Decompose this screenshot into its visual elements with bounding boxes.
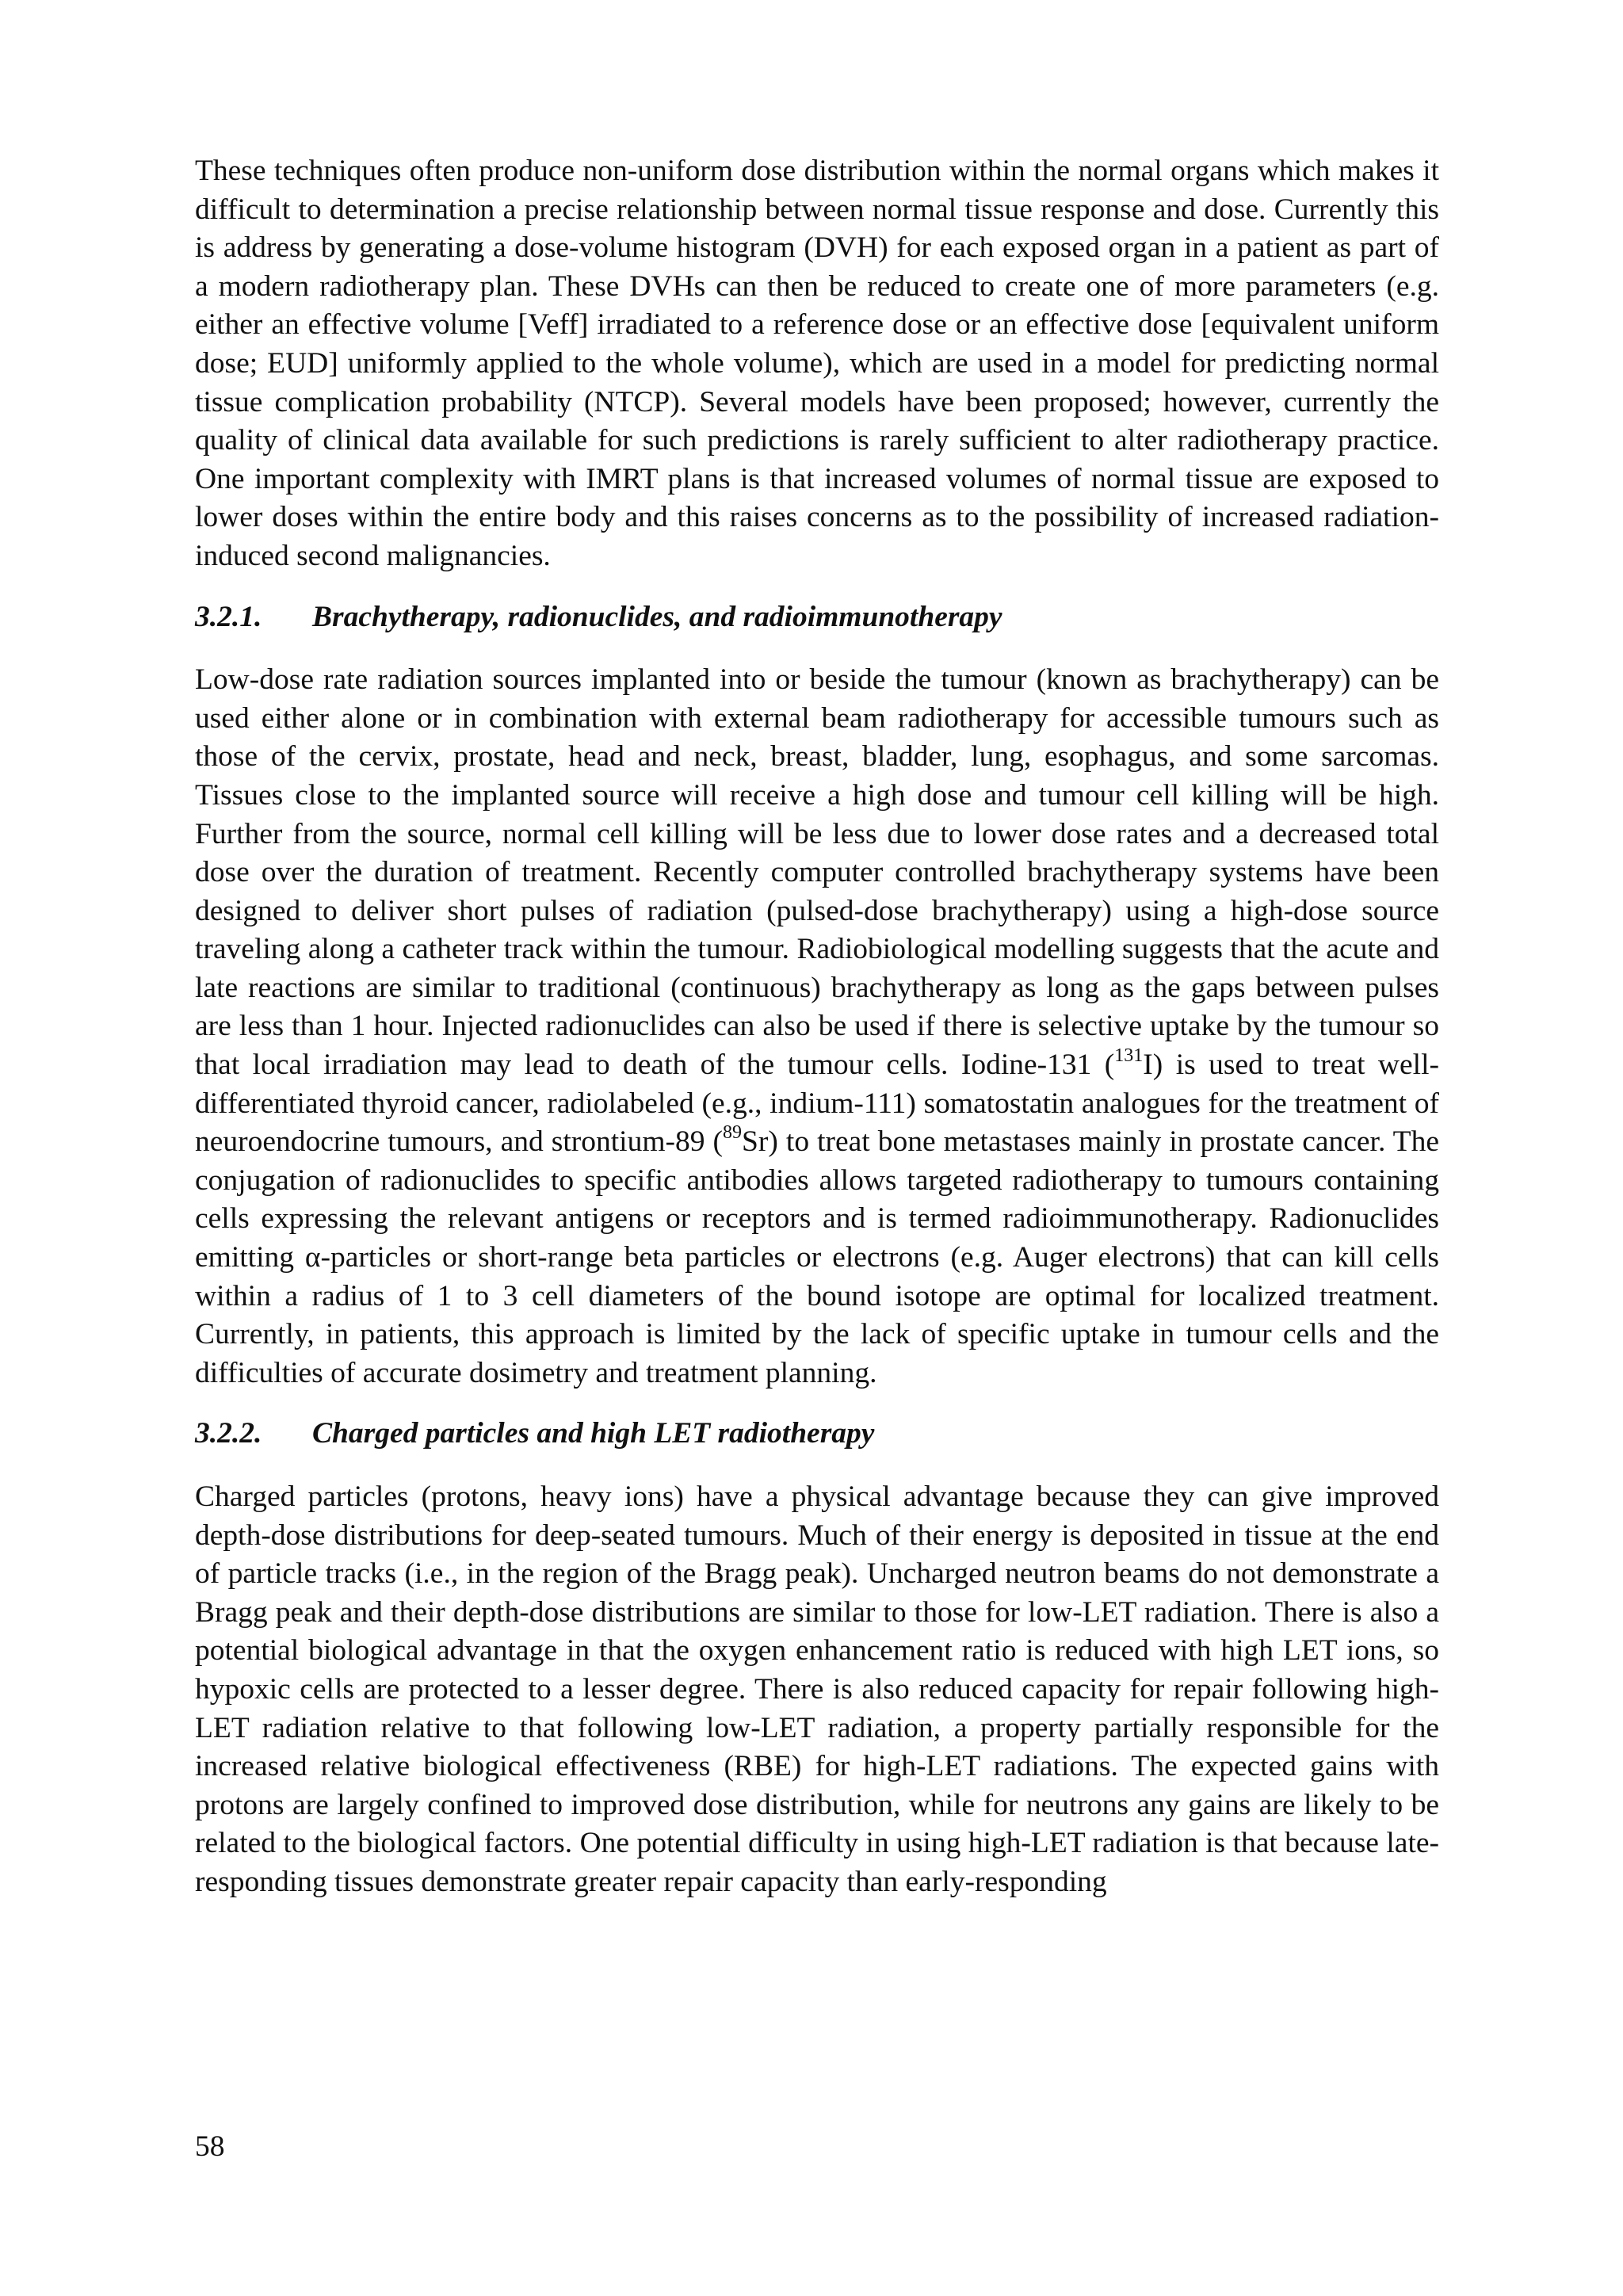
section-heading-brachytherapy — [195, 598, 1439, 637]
page-body — [195, 152, 1439, 1902]
paragraph-brachytherapy — [195, 661, 1439, 1392]
section-heading-charged-particles — [195, 1415, 1439, 1454]
paragraph-charged-particles: Charged particles (protons, heavy ions) have a physical advantage because they can give improved depth-dose distributions for deep-seated tumours. Much of their energy is deposited in tissue at the end of particle tracks (i.e., in the region of the Bragg peak). Uncharged neutron beams do not demonstrate a Bragg peak and their depth-dose distributions are similar to those for low-LET radiation. There is also a potential biological advantage in that the oxygen enhancement ratio is reduced with high LET ions, so hypoxic cells are protected to a lesser degree. There is also reduced capacity for repair following high-LET radiation relative to that following low-LET radiation, a property partially responsible for the increased relative biological effectiveness (RBE) for high-LET radiations. The expected gains with protons are largely confined to improved dose distribution, while for neutrons any gains are likely to be related to the biological factors. One potential difficulty in using high-LET radiation is that because late-responding tissues demonstrate greater repair capacity than early-responding — [195, 1480, 1439, 1898]
superscript-iodine: 131 — [1114, 1045, 1144, 1066]
superscript-strontium: 89 — [723, 1121, 743, 1143]
section-title: Brachytherapy, radionuclides, and radioimmunotherapy — [312, 600, 1002, 633]
text-segment: Sr) to treat bone metastases mainly in prostate cancer. The conjugation of radionuclides to specific antibodies allows targeted radiotherapy to tumours containing cells expressing the relevant antigens or receptors and is termed radioimmunotherapy. Radionuclides emitting α-particles or short-range beta particles or electrons (e.g. Auger electrons) that can kill cells within a radius of 1 to 3 cell diameters of the bound isotope are optimal for localized treatment. Currently, in patients, this approach is limited by the lack of specific uptake in tumour cells and the difficulties of accurate dosimetry and treatment planning. — [195, 1125, 1439, 1389]
section-number: 3.2.2. — [195, 1417, 262, 1450]
page-number: 58 — [195, 2130, 225, 2163]
section-title: Charged particles and high LET radiotherapy — [312, 1417, 875, 1450]
text-segment: I) is used to treat well-differentiated thyroid cancer, radiolabeled (e.g., indium-111) somatostatin analogues for the treatment of neuroendocrine tumours, and strontium-89 ( — [195, 1049, 1439, 1159]
text-segment: Low-dose rate radiation sources implanted into or beside the tumour (known as brachytherapy) can be used either alone or in combination with external beam radiotherapy for accessible tumours such as those of the cervix, prostate, head and neck, breast, bladder, lung, esophagus, and some sarcomas. Tissues close to the implanted source will receive a high dose and tumour cell killing will be high. Further from the source, normal cell killing will be less due to lower dose rates and a decreased total dose over the duration of treatment. Recently computer controlled brachytherapy systems have been designed to deliver short pulses of radiation (pulsed-dose brachytherapy) using a high-dose source traveling along a catheter track within the tumour. Radiobiological modelling suggests that the acute and late reactions are similar to traditional (continuous) brachytherapy as long as the gaps between pulses are less than 1 hour. Injected radionuclides can also be used if there is selective uptake by the tumour so that local irradiation may lead to death of the tumour cells. Iodine-131 ( — [195, 663, 1439, 1082]
paragraph-dvh: These techniques often produce non-uniform dose distribution within the normal organs which makes it difficult to determination a precise relationship between normal tissue response and dose. Currently this is address by generating a dose-volume histogram (DVH) for each exposed organ in a patient as part of a modern radiotherapy plan. These DVHs can then be reduced to create one of more parameters (e.g. either an effective volume [Veff] irradiated to a reference dose or an effective dose [equivalent uniform dose; EUD] uniformly applied to the whole volume), which are used in a model for predicting normal tissue complication probability (NTCP). Several models have been proposed; however, currently the quality of clinical data available for such predictions is rarely sufficient to alter radiotherapy practice. One important complexity with IMRT plans is that increased volumes of normal tissue are exposed to lower doses within the entire body and this raises concerns as to the possibility of increased radiation-induced second malignancies. — [195, 155, 1439, 572]
section-number: 3.2.1. — [195, 600, 262, 633]
